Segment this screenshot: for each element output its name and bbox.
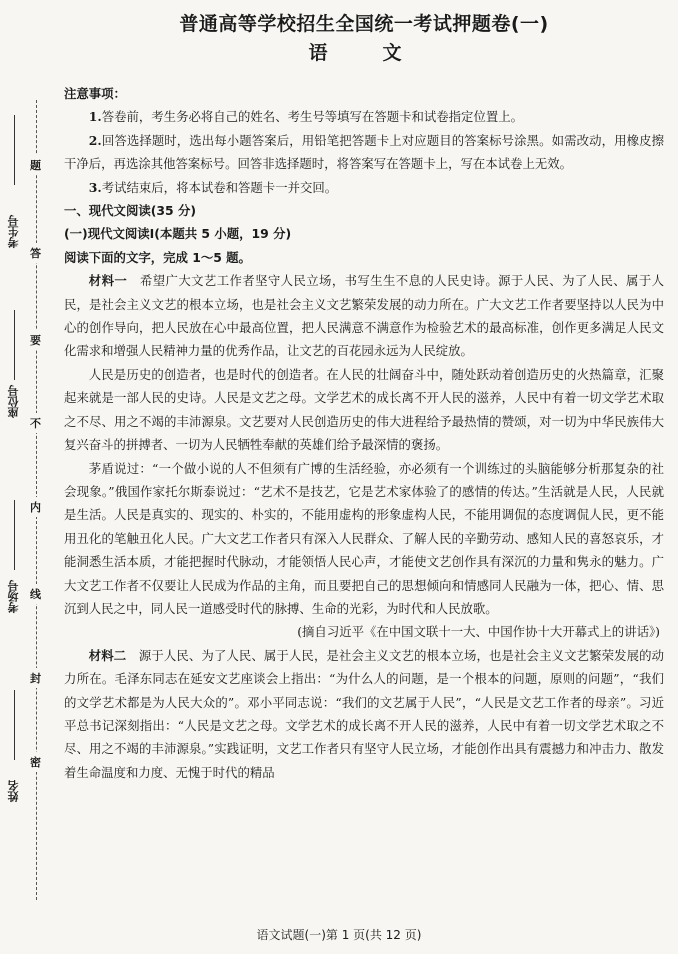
material1-source: (摘自习近平《在中国文联十一大、中国作协十大开幕式上的讲话》) [297,624,660,640]
notice-item [64,105,664,128]
exam-subject: 语 文 [308,42,420,64]
seal-char: 封 [30,668,41,688]
notice-item [64,129,664,176]
seal-char: 线 [30,584,41,604]
section-title: 一、现代文阅读(35 分) [64,203,197,219]
name-field[interactable] [14,690,15,760]
label-candidate-number: 考生号 [7,215,20,248]
paragraph-text: 希望广大文艺工作者坚守人民立场，书写生生不息的人民史诗。源于人民、为了人民、属于人民，是社会主义文艺的根本立场，也是社会主义文艺繁荣发展的动力所在。广大文艺工作者要坚持以人民为中心的创作导向，把人民放在心中最高位置，把人民满意不满意作为检验艺术的最高标准，创作更多满足人民文化需求和增强人民精神力量的优秀作品，让文艺的百花园永远为人民绽放。 [64,273,665,359]
binding-margin [0,0,62,954]
material1-paragraph: 人民是历史的创造者，也是时代的创造者。在人民的壮阔奋斗中，随处跃动着创造历史的火热篇章，汇聚起来就是一部人民的史诗。人民是文艺之母。文学艺术的成长离不开人民的滋养，人民中有着一切文学艺术取之不尽、用之不竭的丰沛源泉。文艺要对人民创造历史的伟大进程给予最热情的赞颂，对一切为中华民族伟大复兴奋斗的拼搏者、一切为人民牺牲奉献的英雄们给予最深情的褒扬。 [64,366,664,453]
material1-paragraph [64,269,664,363]
seal-char: 答 [30,243,41,263]
material2-label: 材料二 [88,647,127,663]
notice-item [64,176,664,199]
label-room-number: 考场号 [7,580,20,613]
room-number-field[interactable] [14,500,15,570]
material1-label: 材料一 [88,273,128,289]
notice-item-number: 2. [88,132,102,148]
label-name: 姓名 [7,780,20,802]
label-seat-number: 座位号 [7,385,20,418]
notice-item-text: 答卷前，考生务必将自己的姓名、考生号等填写在答题卡和试卷指定位置上。 [101,109,524,125]
seal-char: 题 [30,155,41,175]
notice-item-text: 回答选择题时，选出每小题答案后，用铅笔把答题卡上对应题目的答案标号涂黑。如需改动，用橡皮擦干净后，再选涂其他答案标号。回答非选择题时，将答案写在答题卡上，写在本试卷上无效。 [64,132,664,172]
seal-char: 密 [30,752,41,772]
seal-char: 要 [30,330,41,350]
notice-heading: 注意事项： [64,86,126,101]
candidate-number-field[interactable] [14,115,15,185]
seal-char: 不 [30,413,41,433]
notice-item-number: 1. [88,109,102,125]
exam-title: 普通高等学校招生全国统一考试押题卷(一) [179,13,549,35]
reading-instruction: 阅读下面的文字，完成 1～5 题。 [64,249,251,265]
notice-item-number: 3. [88,179,102,195]
seat-number-field[interactable] [14,310,15,380]
material1-paragraph: 茅盾说过：“一个做小说的人不但须有广博的生活经验，亦必须有一个训练过的头脑能够分析那复杂的社会现象。”俄国作家托尔斯泰说过：“艺术不是技艺，它是艺术家体验了的感情的传达。”生活就是人民，人民就是生活。人民是真实的、现实的、朴实的，不能用虚构的形象虚构人民，不能用调侃的态度调侃人民，更不能用丑化的笔触丑化人民。广大文艺工作者只有深入人民群众、了解人民的辛勤劳动、感知人民的喜怒哀乐，才能洞悉生活本质，才能把握时代脉动，才能领悟人民心声，才能使文艺创作具有深沉的力量和隽永的魅力。广大文艺工作者不仅要让人民成为作品的主角，而且要把自己的思想倾向和情感同人民融为一体，把心、情、思沉到人民之中，同人民一道感受时代的脉搏、生命的光彩，为时代和人民放歌。 [64,460,664,616]
material2-paragraph [64,644,664,784]
subsection-title: (一)现代文阅读Ⅰ(本题共 5 小题，19 分) [64,226,292,242]
seal-char: 内 [30,497,41,517]
paragraph-text: 源于人民、为了人民、属于人民，是社会主义文艺的根本立场，也是社会主义文艺繁荣发展的动力所在。毛泽东同志在延安文艺座谈会上指出：“为什么人的问题，是一个根本的问题，原则的问题”，“我们的文学艺术都是为人民大众的”。邓小平同志说：“我们的文艺属于人民”，“人民是文艺工作者的母亲”。习近平总书记深刻指出：“人民是文艺之母。文学艺术的成长离不开人民的滋养，人民中有着一切文学艺术取之不尽、用之不竭的丰沛源泉。”实践证明，文艺工作者只有坚守人民立场，才能创作出具有震撼力和冲击力、散发着生命温度和力度、无愧于时代的精品 [64,647,665,780]
exam-page [64,10,664,784]
notice-item-text: 考试结束后，将本试卷和答题卡一并交回。 [101,179,338,195]
page-footer: 语文试题(一)第 1 页(共 12 页) [256,928,422,942]
